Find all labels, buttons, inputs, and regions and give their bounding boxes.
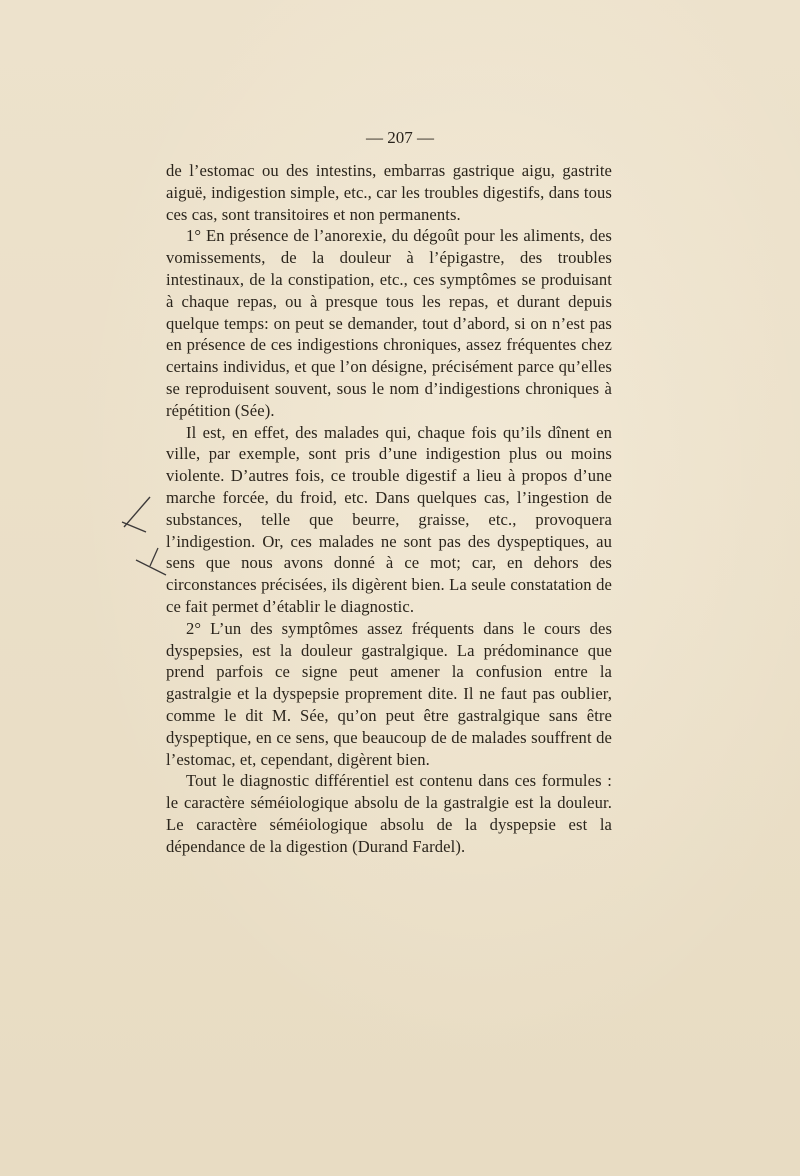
paragraph-1: de l’estomac ou des intestins, embarras gastrique aigu, gastrite aiguë, indigestion simple, etc., car les troubles digestifs, dans tous ces cas, sont transitoires et non permanents. [166,161,612,224]
paragraph-2: 1° En présence de l’anorexie, du dégoût pour les aliments, des vomissements, de la douleur à l’épigastre, des troubles intestinaux, de la constipation, etc., ces symptômes se produisant à chaque repas, ou à presque tous les repas, et durant depuis quelque temps: on peut se demander, tout d’abord, si on n’est pas en présence de ces indigestions chroniques, assez fréquentes chez certains individus, et que l’on désigne, précisément parce qu’elles se reproduisent souvent, sous le nom d’indigestions chroniques à répétition (Sée). [166,226,612,420]
paragraph-4: 2° L’un des symptômes assez fréquents dans le cours des dyspepsies, est la douleur gastralgique. La prédominance que prend parfois ce signe peut amener la confusion entre la gastralgie et la dyspepsie proprement dite. Il ne faut pas oublier, comme le dit M. Sée, qu’on peut être gastralgique sans être dyspeptique, en ce sens, que beaucoup de de malades souffrent de l’estomac, et, cependant, digèrent bien. [166,618,612,769]
page-number: — 207 — [366,128,434,147]
body-text [166,160,612,858]
paragraph-5: Tout le diagnostic différentiel est contenu dans ces formules : le caractère séméiologique absolu de la gastralgie est la douleur. Le caractère séméiologique absolu de la dyspepsie est la dépendance de la digestion (Durand Fardel). [166,771,612,856]
paragraph-3: Il est, en effet, des malades qui, chaque fois qu’ils dînent en ville, par exemple, sont pris d’une indigestion plus ou moins violente. D’autres fois, ce trouble digestif a lieu à propos d’une marche forcée, du froid, etc. Dans quelques cas, l’ingestion de substances, telle que beurre, graisse, etc., provoquera l’indigestion. Or, ces malades ne sont pas des dyspeptiques, au sens que nous avons donné à ce mot; car, en dehors des circonstances précisées, ils digèrent bien. La seule constatation de ce fait permet d’établir le diagnostic. [166,422,612,616]
